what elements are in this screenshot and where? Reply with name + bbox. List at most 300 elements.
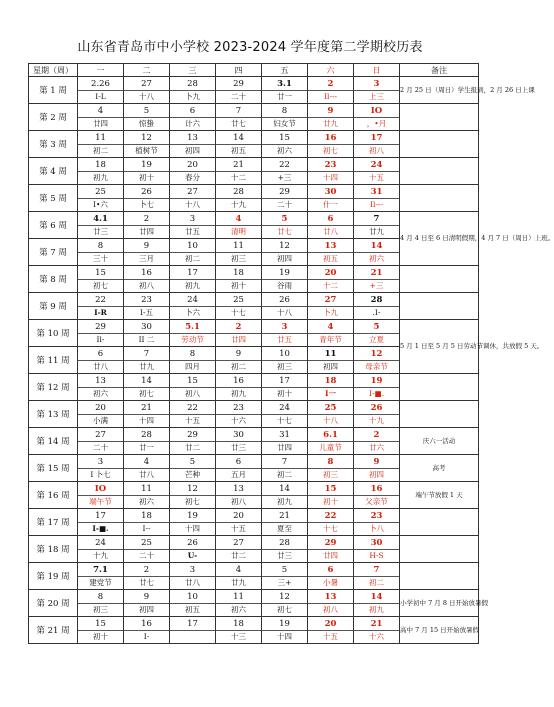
day-number: 16 <box>141 268 152 278</box>
lunar-date: 十七 <box>308 522 353 536</box>
day-cell <box>170 239 216 266</box>
day-number: 6 <box>189 106 196 116</box>
week-row <box>29 212 479 239</box>
day-number: 30 <box>141 322 152 332</box>
week-label: 第 20 周 <box>29 590 78 617</box>
day-cell <box>124 212 170 239</box>
day-cell <box>124 536 170 563</box>
day-number: 17 <box>95 511 106 521</box>
day-cell <box>124 428 170 455</box>
day-cell <box>78 320 124 347</box>
day-cell <box>308 428 354 455</box>
day-number: 24 <box>187 295 198 305</box>
lunar-date: I-L <box>78 90 123 104</box>
lunar-date: 青年节 <box>308 333 353 347</box>
week-label: 第 11 周 <box>29 347 78 374</box>
remark-cell <box>400 185 479 212</box>
day-cell <box>354 563 400 590</box>
lunar-date: 初八 <box>170 387 215 401</box>
day-cell <box>308 158 354 185</box>
day-cell <box>354 266 400 293</box>
lunar-date: 初五 <box>216 144 261 158</box>
day-number: 4 <box>235 565 242 575</box>
week-label: 第 9 周 <box>29 293 78 320</box>
day-cell <box>262 293 308 320</box>
day-number: 22 <box>95 295 106 305</box>
remark-cell <box>400 104 479 131</box>
lunar-date: 廿四 <box>308 549 353 563</box>
day-cell <box>262 617 308 644</box>
day-cell <box>216 536 262 563</box>
day-number: 2 <box>327 79 334 89</box>
day-number: 7 <box>373 565 380 575</box>
lunar-date: 二十 <box>216 90 261 104</box>
lunar-date: 廿八 <box>170 576 215 590</box>
day-number: 26 <box>279 295 290 305</box>
day-number: 29 <box>279 187 290 197</box>
lunar-date: 二十 <box>262 198 307 212</box>
lunar-date: U- <box>170 549 215 563</box>
week-row <box>29 563 479 590</box>
lunar-date: 廿四 <box>216 333 261 347</box>
week-label: 第 16 周 <box>29 482 78 509</box>
day-cell <box>170 131 216 158</box>
header-notes: 备注 <box>400 64 479 77</box>
day-number: 8 <box>97 592 104 602</box>
lunar-date: 二十 <box>124 549 169 563</box>
day-number: 3 <box>189 565 196 575</box>
lunar-date: I•六 <box>78 198 123 212</box>
day-cell <box>78 104 124 131</box>
day-cell <box>124 509 170 536</box>
day-number: 3.1 <box>277 79 292 89</box>
lunar-date: 初九 <box>170 279 215 293</box>
day-number: 14 <box>233 133 244 143</box>
day-cell <box>354 509 400 536</box>
lunar-date: 初六 <box>354 252 399 266</box>
day-cell <box>170 77 216 104</box>
day-number: 7 <box>281 457 288 467</box>
day-number: 29 <box>95 322 106 332</box>
day-cell <box>78 401 124 428</box>
day-cell <box>354 347 400 374</box>
lunar-date: 十三 <box>216 630 261 644</box>
lunar-date: 初二 <box>262 468 307 482</box>
lunar-date: 端午节 <box>78 495 123 509</box>
day-number: 5 <box>189 457 196 467</box>
week-row <box>29 320 479 347</box>
day-number: 22 <box>324 511 337 521</box>
day-number: 17 <box>187 268 198 278</box>
lunar-date: 十九 <box>216 198 261 212</box>
day-cell <box>308 185 354 212</box>
week-label: 第 4 周 <box>29 158 78 185</box>
lunar-date: 母亲节 <box>354 360 399 374</box>
week-row <box>29 293 479 320</box>
lunar-date: 卜八 <box>354 522 399 536</box>
lunar-date: 廿四 <box>124 225 169 239</box>
week-row <box>29 455 479 482</box>
lunar-date: 初八 <box>308 603 353 617</box>
day-cell <box>216 347 262 374</box>
lunar-date: 初十 <box>78 630 123 644</box>
lunar-date: 初四 <box>354 468 399 482</box>
day-number: 16 <box>324 133 337 143</box>
lunar-date: 初九 <box>78 171 123 185</box>
lunar-date: I-■. <box>354 387 399 401</box>
lunar-date: I-- <box>124 522 169 536</box>
lunar-date: 五月 <box>216 468 261 482</box>
day-number: 10 <box>187 241 198 251</box>
remark-cell <box>400 158 479 185</box>
lunar-date: 二十 <box>78 441 123 455</box>
remark-cell <box>400 293 479 320</box>
day-number: 26 <box>187 538 198 548</box>
day-number: IO <box>370 106 383 116</box>
day-cell <box>124 77 170 104</box>
day-cell <box>354 482 400 509</box>
day-number: 24 <box>279 403 290 413</box>
lunar-date: 惊蛰 <box>124 117 169 131</box>
lunar-date: 三十 <box>78 252 123 266</box>
day-cell <box>170 590 216 617</box>
lunar-date: 初三 <box>216 252 261 266</box>
page-title: 山东省青岛市中小学校 2023-2024 学年度第二学期校历表 <box>77 40 423 55</box>
day-number: 5 <box>143 106 150 116</box>
lunar-date: 十四 <box>124 414 169 428</box>
lunar-date: 初九 <box>262 495 307 509</box>
day-cell <box>354 185 400 212</box>
day-cell <box>78 617 124 644</box>
header-row <box>29 64 479 77</box>
day-number: 21 <box>279 511 290 521</box>
day-cell <box>262 428 308 455</box>
header-tue: 二 <box>124 64 170 77</box>
day-number: 15 <box>279 133 290 143</box>
day-number: 15 <box>95 619 106 629</box>
day-number: 13 <box>187 133 198 143</box>
day-cell <box>354 536 400 563</box>
day-number: 6.1 <box>323 430 338 440</box>
day-number: 9 <box>373 457 380 467</box>
lunar-date: 十四 <box>170 522 215 536</box>
week-row <box>29 158 479 185</box>
day-cell <box>124 239 170 266</box>
day-number: 5 <box>281 565 288 575</box>
day-number: 16 <box>141 619 152 629</box>
day-number: 10 <box>279 349 290 359</box>
lunar-date: 初六 <box>262 144 307 158</box>
day-number: 23 <box>141 295 152 305</box>
day-cell <box>354 293 400 320</box>
day-number: 28 <box>279 538 290 548</box>
day-number: 23 <box>233 403 244 413</box>
week-row <box>29 482 479 509</box>
header-fri: 五 <box>262 64 308 77</box>
day-cell <box>354 455 400 482</box>
day-number: 7.1 <box>93 565 108 575</box>
week-row <box>29 104 479 131</box>
day-cell <box>354 320 400 347</box>
lunar-date: Il--- <box>354 198 399 212</box>
day-cell <box>308 455 354 482</box>
day-cell <box>216 320 262 347</box>
day-number: 29 <box>187 430 198 440</box>
header-sun: 日 <box>354 64 400 77</box>
day-cell <box>308 320 354 347</box>
week-row <box>29 374 479 401</box>
day-cell <box>216 563 262 590</box>
day-number: 27 <box>141 79 152 89</box>
day-cell <box>262 482 308 509</box>
day-number: 20 <box>187 160 198 170</box>
day-number: 28 <box>233 187 244 197</box>
day-cell <box>308 536 354 563</box>
lunar-date: 小满 <box>78 414 123 428</box>
header-week: 星期（周） <box>29 64 78 77</box>
day-number: 2 <box>373 430 380 440</box>
day-number: 13 <box>95 376 106 386</box>
lunar-date: 初九 <box>216 387 261 401</box>
day-number: 8 <box>281 106 288 116</box>
day-cell <box>170 482 216 509</box>
day-number: 3 <box>189 214 196 224</box>
lunar-date: 十九 <box>78 549 123 563</box>
lunar-date: 初六 <box>78 387 123 401</box>
lunar-date: 廿一 <box>262 90 307 104</box>
day-number: 18 <box>233 619 244 629</box>
day-number: 20 <box>324 268 337 278</box>
day-number: 23 <box>370 511 383 521</box>
remark-cell: 庆六一活动 <box>400 428 479 455</box>
day-number: 24 <box>95 538 106 548</box>
day-cell <box>262 131 308 158</box>
day-number: 6 <box>327 565 334 575</box>
lunar-date: 十八 <box>262 306 307 320</box>
lunar-date: 初三 <box>308 468 353 482</box>
lunar-date: II 二 <box>124 333 169 347</box>
day-cell <box>262 590 308 617</box>
day-cell <box>308 617 354 644</box>
week-row <box>29 77 479 104</box>
week-row <box>29 131 479 158</box>
lunar-date: 三+ <box>262 576 307 590</box>
week-label: 第 5 周 <box>29 185 78 212</box>
lunar-date: 初六 <box>216 603 261 617</box>
lunar-date: Il- <box>78 333 123 347</box>
header-wed: 三 <box>170 64 216 77</box>
day-number: 6 <box>235 457 242 467</box>
lunar-date: 十四 <box>308 171 353 185</box>
lunar-date: 卜九 <box>308 306 353 320</box>
lunar-date: 卜七 <box>124 198 169 212</box>
day-cell <box>216 104 262 131</box>
week-label: 第 18 周 <box>29 536 78 563</box>
remark-cell: 2 月 25 日（周日）学生报到，2 月 26 日上课 <box>400 77 479 104</box>
day-number: 12 <box>279 241 290 251</box>
day-number: 21 <box>233 160 244 170</box>
remark-cell: 端午节放假 1 天 <box>400 482 479 509</box>
lunar-date: 三月 <box>124 252 169 266</box>
day-number: 11 <box>95 133 106 143</box>
lunar-date: 植树节 <box>124 144 169 158</box>
day-number: 27 <box>187 187 198 197</box>
day-number: 31 <box>279 430 290 440</box>
day-cell <box>124 293 170 320</box>
day-cell <box>78 536 124 563</box>
day-number: 10 <box>187 592 198 602</box>
day-number: 26 <box>141 187 152 197</box>
day-cell <box>354 131 400 158</box>
day-cell <box>262 266 308 293</box>
lunar-date: 建党节 <box>78 576 123 590</box>
day-number: 5 <box>373 322 380 332</box>
lunar-date: 廿二 <box>170 441 215 455</box>
day-cell <box>216 131 262 158</box>
day-cell <box>170 158 216 185</box>
lunar-date: I一 <box>308 387 353 401</box>
lunar-date: 初七 <box>308 144 353 158</box>
lunar-date: 廿二 <box>216 549 261 563</box>
school-calendar-table <box>28 63 554 644</box>
lunar-date: 十五 <box>216 522 261 536</box>
lunar-date: 初二 <box>354 576 399 590</box>
lunar-date: 初三 <box>262 360 307 374</box>
lunar-date: 廿四 <box>262 441 307 455</box>
day-number: 27 <box>324 295 337 305</box>
day-cell <box>78 131 124 158</box>
day-number: 30 <box>233 430 244 440</box>
day-cell <box>216 428 262 455</box>
remark-cell: 5 月 1 日至 5 月 5 日劳动节调休，共放假 5 天。 <box>400 320 479 374</box>
day-number: 19 <box>141 160 152 170</box>
lunar-date: 廿七 <box>262 225 307 239</box>
day-number: 20 <box>324 619 337 629</box>
day-cell <box>78 347 124 374</box>
day-number: 17 <box>279 376 290 386</box>
day-cell <box>170 374 216 401</box>
day-number: 14 <box>141 376 152 386</box>
day-cell <box>354 77 400 104</box>
lunar-date: +三 <box>262 171 307 185</box>
day-cell <box>170 104 216 131</box>
lunar-date: 廿九 <box>354 225 399 239</box>
day-number: 7 <box>373 214 380 224</box>
lunar-date: 廿四 <box>78 117 123 131</box>
day-cell <box>308 401 354 428</box>
lunar-date: 十八 <box>124 90 169 104</box>
day-number: 13 <box>233 484 244 494</box>
day-cell <box>216 590 262 617</box>
lunar-date: 初六 <box>124 495 169 509</box>
day-number: IO <box>94 484 107 494</box>
day-number: 11 <box>141 484 152 494</box>
day-number: 29 <box>324 538 337 548</box>
day-cell <box>78 185 124 212</box>
day-cell <box>216 293 262 320</box>
day-number: 11 <box>324 349 337 359</box>
day-number: 28 <box>370 295 383 305</box>
day-cell <box>78 266 124 293</box>
day-number: 29 <box>233 79 244 89</box>
remark-cell <box>400 401 479 428</box>
day-number: 14 <box>279 484 290 494</box>
day-cell <box>354 617 400 644</box>
day-cell <box>170 617 216 644</box>
day-number: 17 <box>370 133 383 143</box>
day-cell <box>124 590 170 617</box>
day-number: 23 <box>324 160 337 170</box>
week-label: 第 2 周 <box>29 104 78 131</box>
day-number: 4 <box>143 457 150 467</box>
day-number: 24 <box>370 160 383 170</box>
week-row <box>29 509 479 536</box>
lunar-date: 廿三 <box>78 225 123 239</box>
day-number: 30 <box>324 187 337 197</box>
day-number: 12 <box>370 349 383 359</box>
week-label: 第 12 周 <box>29 374 78 401</box>
day-number: 13 <box>324 241 337 251</box>
lunar-date: ，•月 <box>354 117 399 131</box>
week-row <box>29 266 479 293</box>
day-cell <box>262 401 308 428</box>
day-cell <box>170 212 216 239</box>
lunar-date: 初五 <box>170 603 215 617</box>
lunar-date: 廿七 <box>216 117 261 131</box>
day-number: 22 <box>279 160 290 170</box>
day-cell <box>308 104 354 131</box>
day-cell <box>354 158 400 185</box>
day-cell <box>216 509 262 536</box>
day-number: 6 <box>97 349 104 359</box>
lunar-date: 立夏 <box>354 333 399 347</box>
lunar-date: 初十 <box>262 387 307 401</box>
day-cell <box>354 590 400 617</box>
lunar-date: 什一 <box>308 198 353 212</box>
day-number: 15 <box>95 268 106 278</box>
remark-cell <box>400 131 479 158</box>
day-number: 30 <box>370 538 383 548</box>
remark-cell: 高中 7 月 15 日开始放暑假 <box>400 617 479 644</box>
day-number: 4 <box>97 106 104 116</box>
day-cell <box>124 185 170 212</box>
day-number: 26 <box>370 403 383 413</box>
lunar-date: 初九 <box>354 603 399 617</box>
day-number: 8 <box>97 241 104 251</box>
day-number: 2 <box>143 565 150 575</box>
day-cell <box>170 320 216 347</box>
day-cell <box>216 617 262 644</box>
day-cell <box>354 104 400 131</box>
day-number: 11 <box>233 241 244 251</box>
lunar-date: 廿五 <box>262 333 307 347</box>
day-cell <box>124 482 170 509</box>
day-number: 5.1 <box>185 322 200 332</box>
day-cell <box>262 239 308 266</box>
lunar-date: H-S <box>354 549 399 563</box>
lunar-date: 卜六 <box>170 306 215 320</box>
lunar-date: 廿三 <box>262 549 307 563</box>
lunar-date: 父亲节 <box>354 495 399 509</box>
lunar-date: +三 <box>354 279 399 293</box>
lunar-date: I-R <box>78 306 123 320</box>
day-number: 4 <box>327 322 334 332</box>
lunar-date: 芒种 <box>170 468 215 482</box>
day-cell <box>170 293 216 320</box>
day-cell <box>216 212 262 239</box>
day-number: 7 <box>235 106 242 116</box>
lunar-date: 廿九 <box>216 576 261 590</box>
